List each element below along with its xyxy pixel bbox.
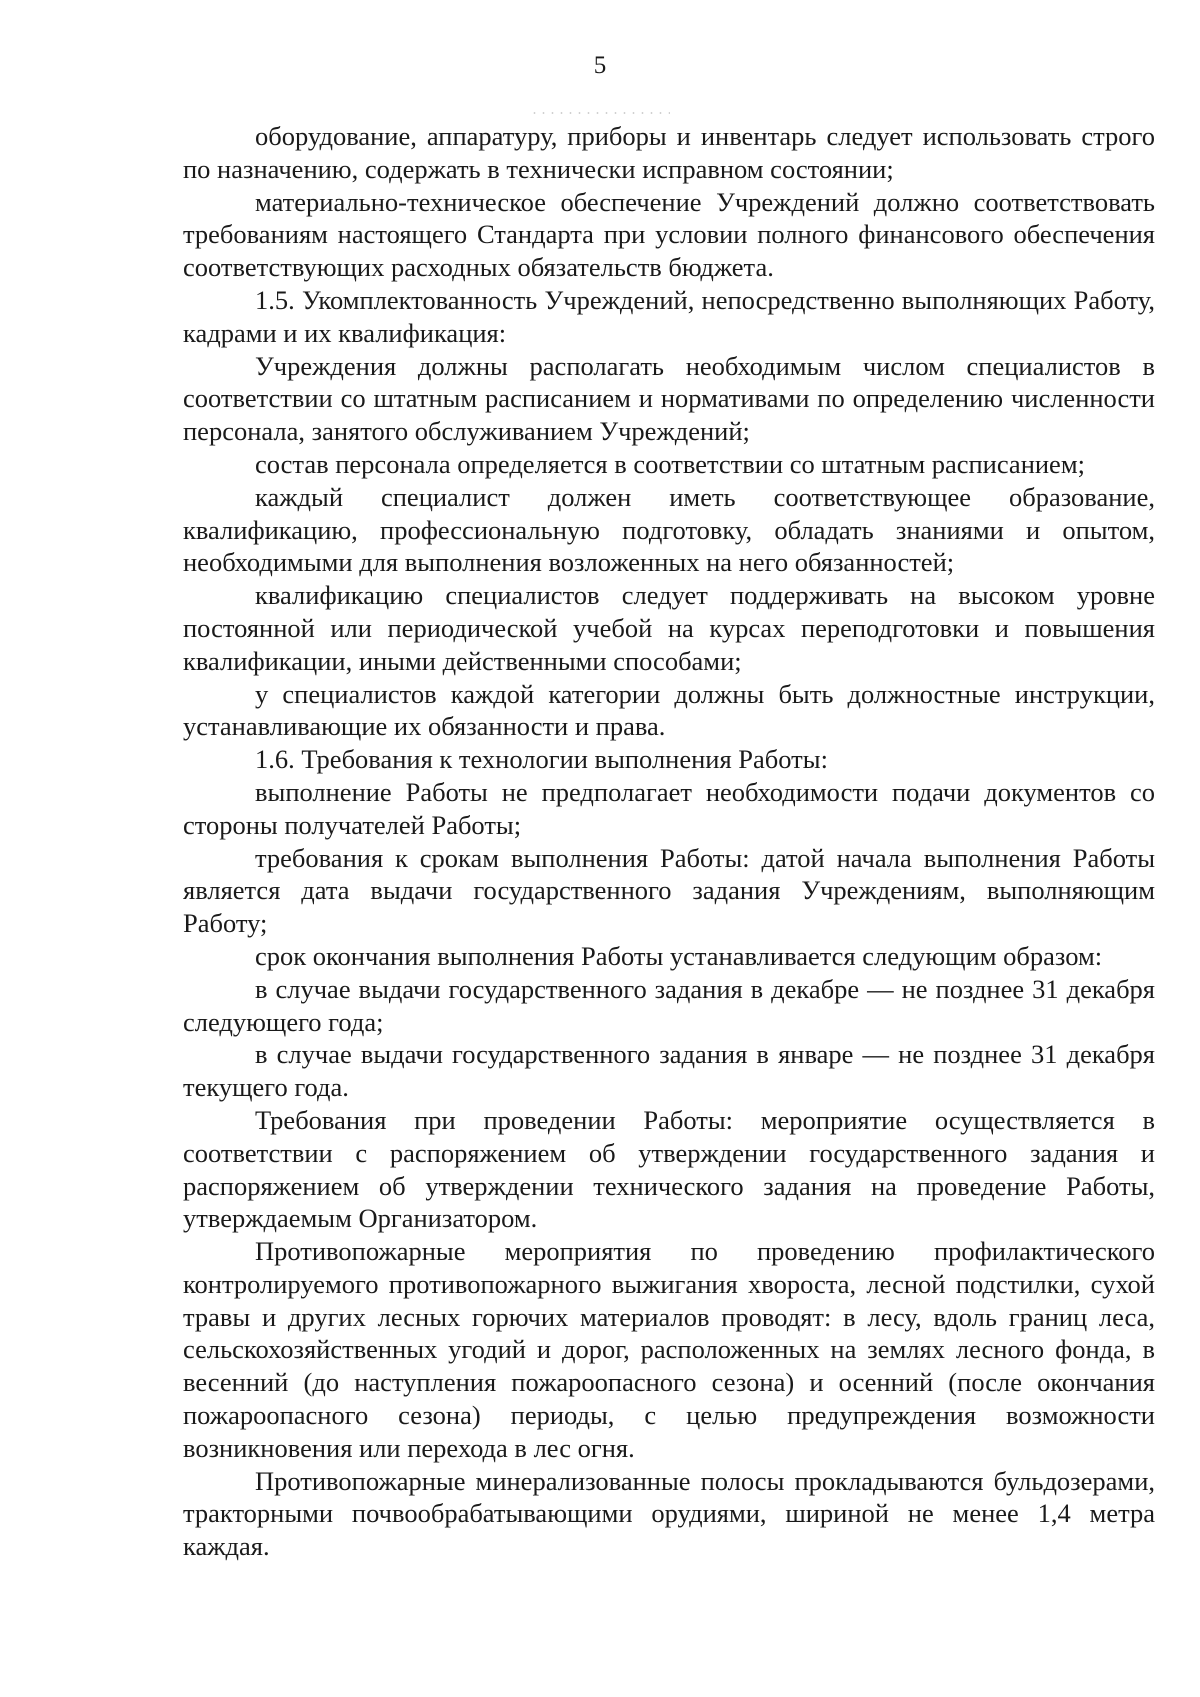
section-heading-1-6: 1.6. Требования к технологии выполнения Работы:: [255, 744, 828, 775]
paragraph: материально-техническое обеспечение Учреждений должно соответствовать требованиям настоящего Стандарта при условии полного финансового обеспечения соответствующих расходных обязательств бюджета.: [183, 186, 1155, 283]
section-heading-1-5: 1.5. Укомплектованность Учреждений, непосредственно выполняющих Работу, кадрами и их квалификация:: [183, 284, 1155, 348]
paragraph: Требования при проведении Работы: мероприятие осуществляется в соответствии с распоряжением об утверждении государственного задания и распоряжением об утверждении технического задания на проведение Работы, утверждаемым Организатором.: [183, 1104, 1155, 1234]
paragraph: выполнение Работы не предполагает необходимости подачи документов со стороны получателей Работы;: [183, 776, 1155, 840]
paragraph: требования к срокам выполнения Работы: датой начала выполнения Работы является дата выдачи государственного задания Учреждениям, выполняющим Работу;: [183, 842, 1155, 939]
paragraph: в случае выдачи государственного задания в декабре — не позднее 31 декабря следующего года;: [183, 973, 1155, 1037]
paragraph: каждый специалист должен иметь соответствующее образование, квалификацию, профессиональную подготовку, обладать знаниями и опытом, необходимыми для выполнения возложенных на него обязанностей;: [183, 481, 1155, 578]
paragraph: у специалистов каждой категории должны быть должностные инструкции, устанавливающие их обязанности и права.: [183, 678, 1155, 742]
paragraph: оборудование, аппаратуру, приборы и инвентарь следует использовать строго по назначению, содержать в технически исправном состоянии;: [183, 121, 1155, 184]
paragraph: квалификацию специалистов следует поддерживать на высоком уровне постоянной или периодической учебой на курсах переподготовки и повышения квалификации, иными действенными способами;: [183, 580, 1155, 676]
paragraph: Учреждения должны располагать необходимым числом специалистов в соответствии со штатным расписанием и нормативами по определению численности персонала, занятого обслуживанием Учреждений;: [183, 350, 1155, 447]
paragraph: в случае выдачи государственного задания в январе — не позднее 31 декабря текущего года.: [183, 1039, 1155, 1103]
paragraph: срок окончания выполнения Работы устанавливается следующим образом:: [255, 940, 1103, 971]
page-number: 5: [593, 52, 607, 79]
paragraph: Противопожарные мероприятия по проведению профилактического контролируемого противопожарного выжигания хвороста, лесной подстилки, сухой травы и других лесных горючих материалов проводят: в лесу, вдоль границ леса, сельскохозяйственных угодий и дорог, расположенных на землях лесного фонда, в весенний (до наступления пожароопасного сезона) и осенний (после окончания пожароопасного сезона) периоды, с целью предупреждения возможности возникновения или перехода в лес огня.: [183, 1236, 1155, 1463]
paragraph: состав персонала определяется в соответствии со штатным расписанием;: [255, 448, 1085, 479]
document-body: [183, 120, 1155, 1563]
paragraph: Противопожарные минерализованные полосы прокладываются бульдозерами, тракторными почвообрабатывающими орудиями, шириной не менее 1,4 метра каждая.: [183, 1465, 1155, 1562]
scan-artifact: [530, 112, 670, 114]
